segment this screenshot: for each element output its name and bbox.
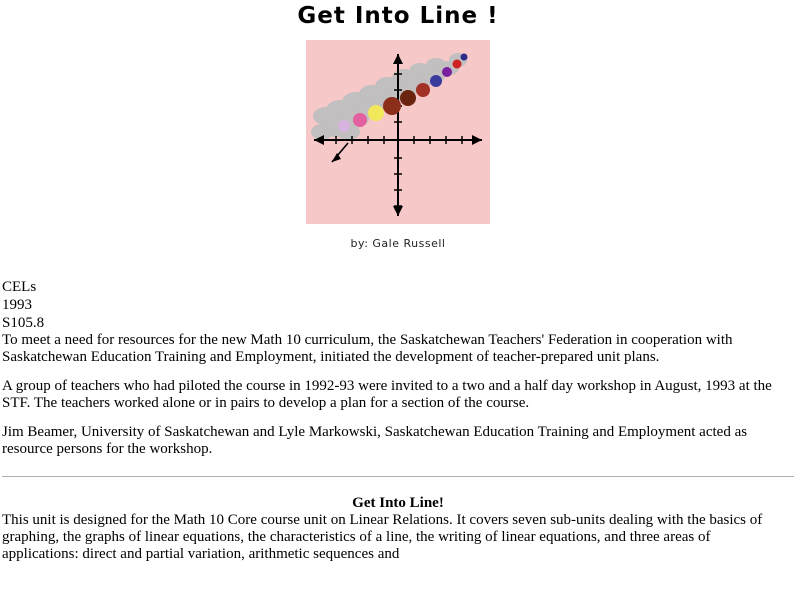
section-divider (2, 476, 794, 477)
paragraph-1: To meet a need for resources for the new Math 10 curriculum, the Saskatchewan Teachers' Federation in cooperation with Saskatchewan Education Training and Employment, initiated the development of teacher-prepared unit plans. (2, 332, 733, 365)
unit-description (0, 512, 796, 563)
paragraph-2: A group of teachers who had piloted the course in 1992-93 were invited to a two and a half day workshop in August, 1993 at the STF. The teachers worked alone or in pairs to develop a plan for a section of the course. (2, 378, 772, 411)
graph-svg (306, 40, 490, 224)
meta-year: 1993 (2, 297, 32, 313)
page-title: Get Into Line ! (297, 3, 499, 29)
smoke-trail (311, 53, 467, 140)
document-meta (0, 278, 796, 332)
pointer-arrowhead (332, 153, 341, 162)
figure-byline: by: Gale Russell (350, 237, 446, 250)
section-heading: Get Into Line! (352, 495, 444, 511)
intro-body (0, 332, 796, 458)
meta-cels: CELs (2, 279, 37, 295)
figure-container (0, 40, 796, 229)
meta-call-number: S105.8 (2, 315, 45, 331)
paragraph-4: This unit is designed for the Math 10 Core course unit on Linear Relations. It covers seven sub-units dealing with the basics of graphing, the graphs of linear equations, the characteristics of a line, the writing of linear equations, and three areas of applications: direct and partial variation, arithmetic sequences and (2, 512, 763, 562)
cartoon-line-graph-image (306, 40, 490, 224)
title-block (0, 0, 796, 36)
paragraph-3: Jim Beamer, University of Saskatchewan and Lyle Markowski, Saskatchewan Education Training and Employment acted as resource persons for the workshop. (2, 424, 748, 457)
